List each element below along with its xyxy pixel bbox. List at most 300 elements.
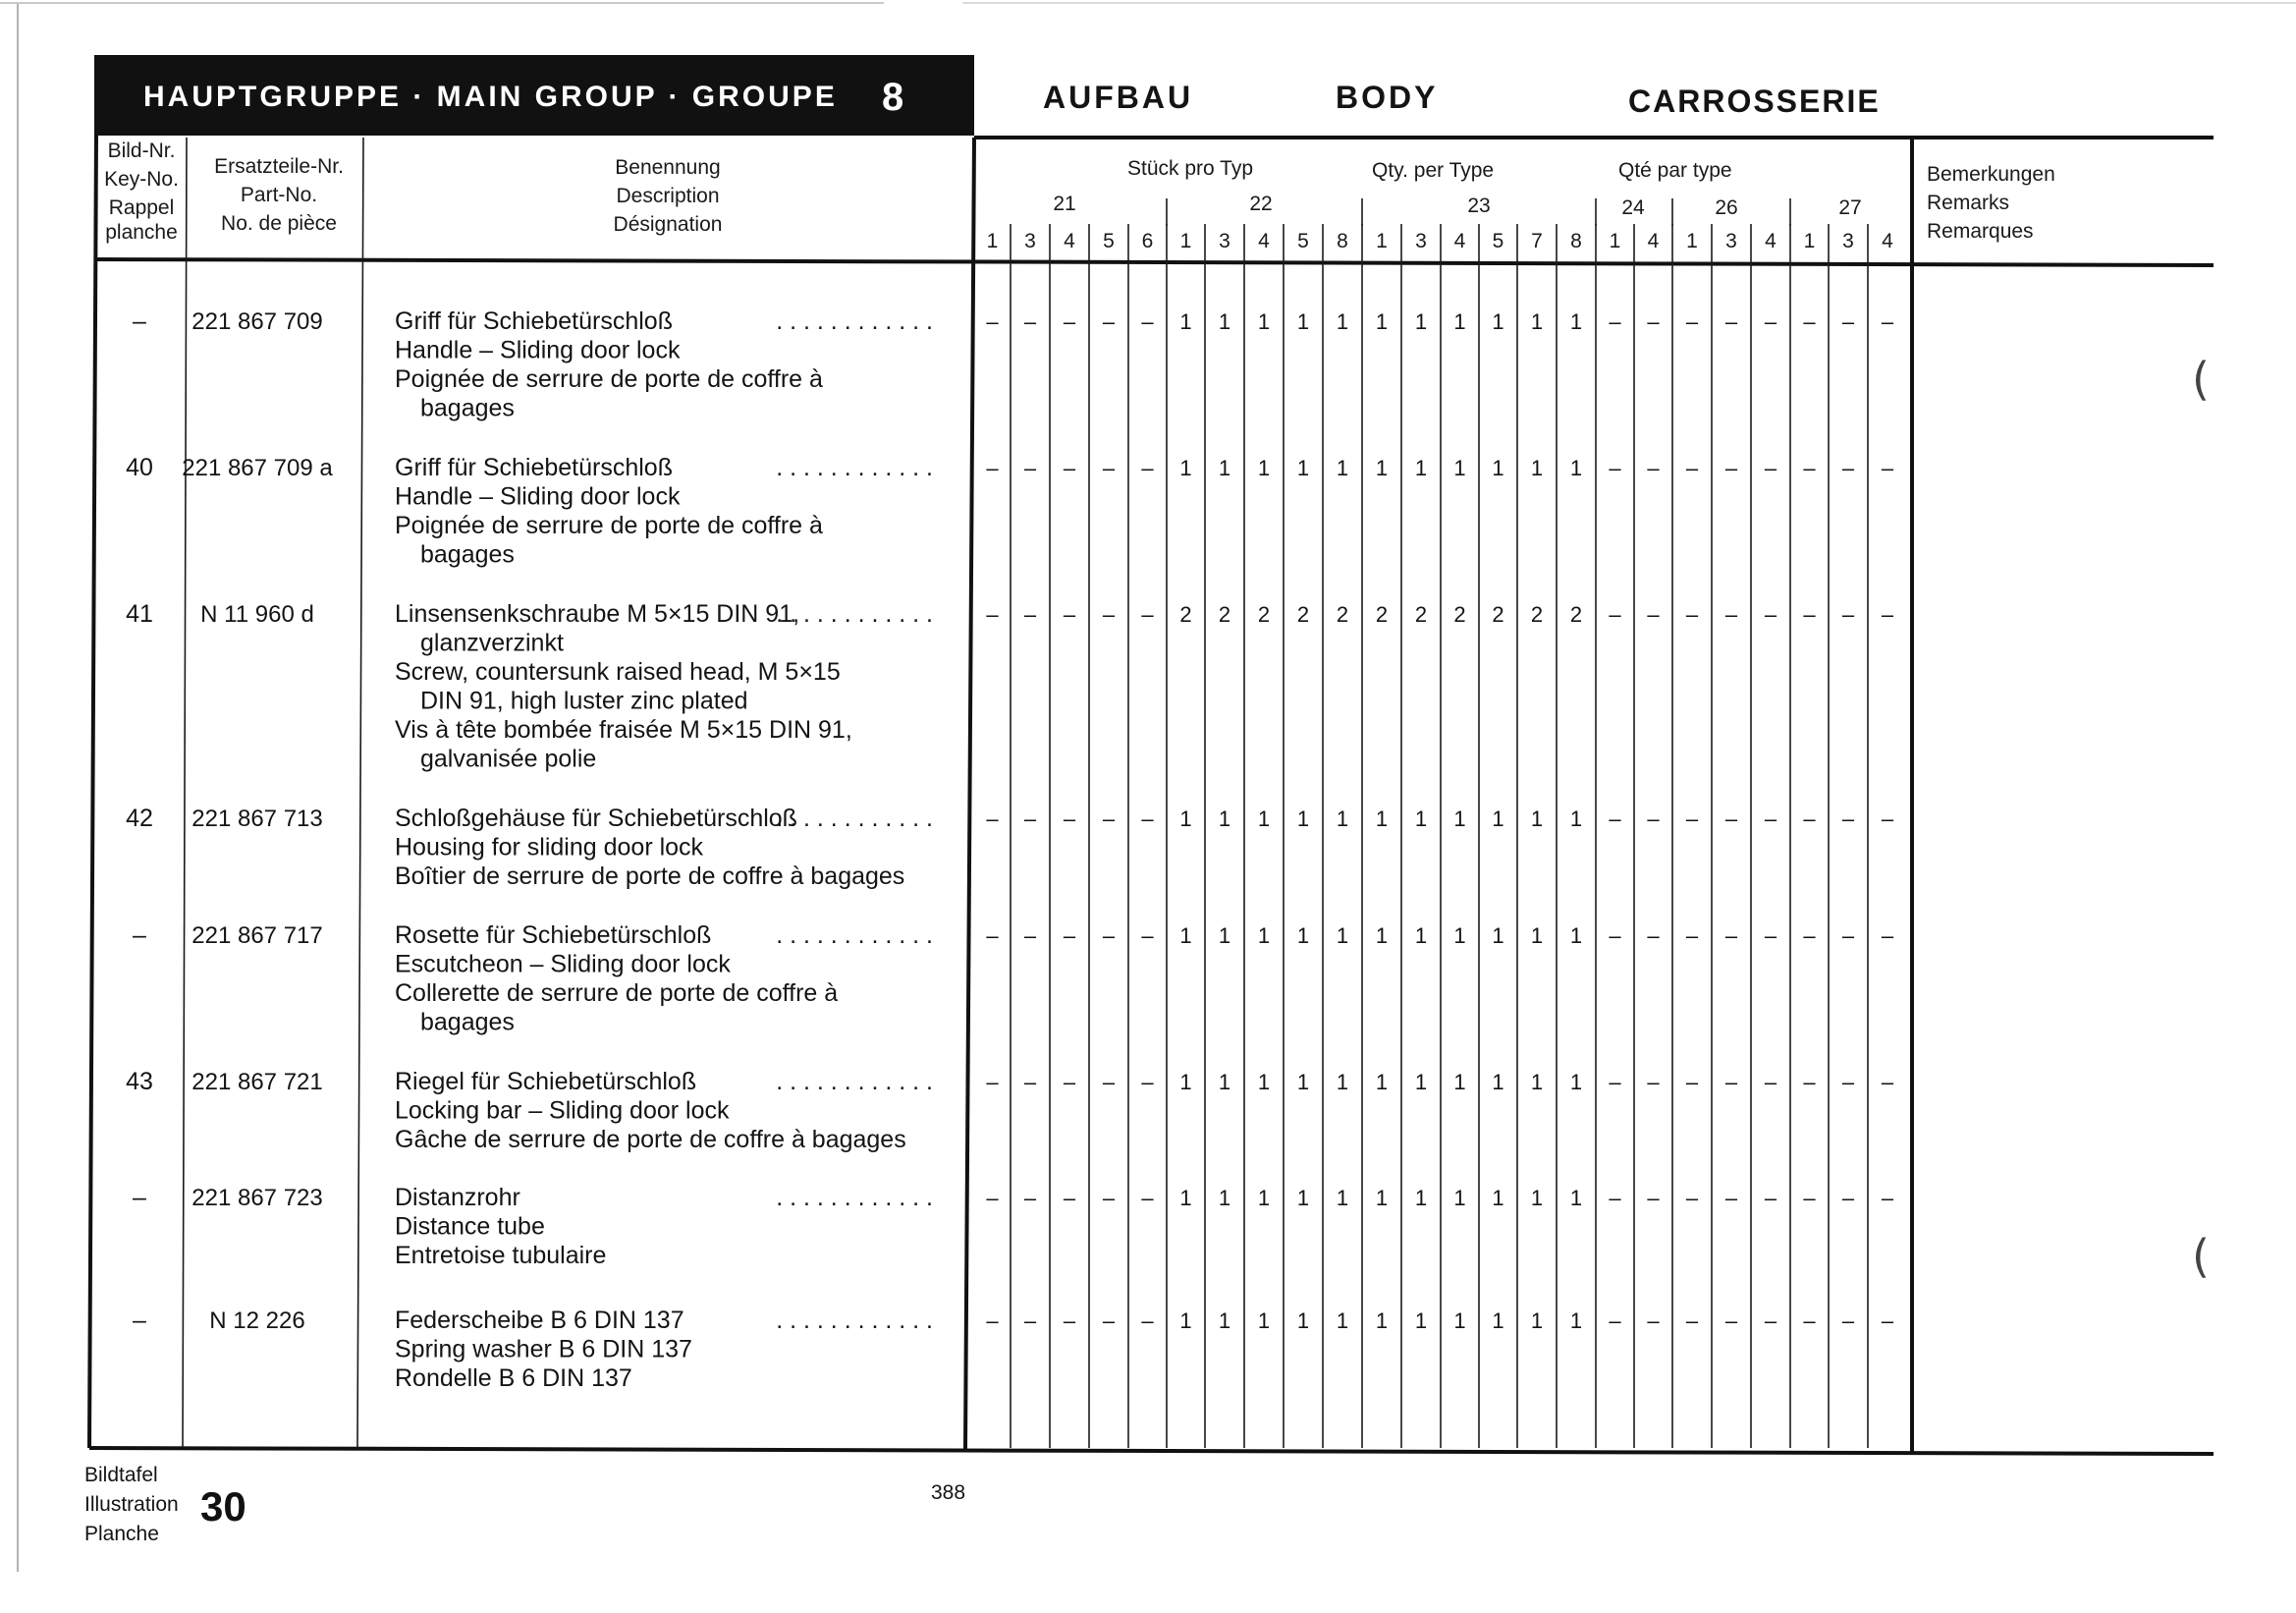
quantity-cell: – [1647,309,1660,334]
description-line: Riegel für Schiebetürschloß [395,1068,697,1095]
part-number: 221 867 717 [191,922,323,949]
quantity-cell: 1 [1296,1308,1310,1333]
quantity-cell: – [1063,309,1076,334]
quantity-cell: – [1141,602,1154,627]
leader-dots: . . . . . . . . . . . . [776,454,933,481]
quantity-cell: – [1685,1308,1699,1333]
quantity-cell: – [1803,456,1816,480]
sub-type-label: 3 [1219,230,1230,252]
quantity-cell: 1 [1375,923,1389,948]
quantity-cell: – [1724,602,1738,627]
quantity-cell: 1 [1492,309,1504,334]
quantity-cell: 1 [1530,309,1544,334]
sub-type-label: 8 [1337,230,1348,252]
quantity-cell: – [1102,1308,1116,1333]
quantity-cell: 1 [1257,1308,1271,1333]
quantity-cell: – [1685,309,1699,334]
quantity-cell: 1 [1453,1070,1466,1094]
sub-type-label: 3 [1725,230,1737,252]
header-qty-fr: Qté par type [1618,159,1732,182]
quantity-cell: – [1609,1070,1621,1094]
quantity-cell: 2 [1179,602,1192,627]
quantity-cell: 1 [1375,1186,1389,1210]
quantity-cell: – [1764,456,1777,480]
quantity-cell: – [1764,806,1777,831]
key-number: 43 [126,1068,153,1095]
quantity-cell: 1 [1179,1070,1192,1094]
type-group-22: 22 [1249,193,1273,215]
table-row [133,1184,1894,1269]
quantity-cell: 2 [1218,602,1231,627]
quantity-cell: 1 [1218,923,1231,948]
description-line: Distanzrohr [395,1184,520,1211]
quantity-cell: – [1881,602,1894,627]
quantity-cell: – [986,923,999,948]
sub-type-label: 7 [1531,230,1543,252]
quantity-cell: – [1102,1070,1116,1094]
quantity-cell: – [1881,923,1894,948]
sub-type-label: 4 [1765,230,1777,252]
quantity-cell: – [1063,456,1076,480]
quantity-cell: – [1685,456,1699,480]
quantity-cell: – [1023,1186,1037,1210]
quantity-cell: – [1841,309,1855,334]
quantity-cell: – [1647,602,1660,627]
quantity-cell: 2 [1569,602,1583,627]
quantity-cell: – [1063,1308,1076,1333]
header-description-de: Benennung [615,156,721,179]
leader-dots: . . . . . . . . . . . . [776,1184,933,1211]
quantity-cell: – [1803,309,1816,334]
sub-type-label: 4 [1064,230,1075,252]
quantity-cell: 1 [1218,1186,1231,1210]
quantity-cell: 1 [1453,456,1466,480]
part-number: 221 867 723 [191,1185,323,1211]
quantity-cell: – [1803,1186,1816,1210]
quantity-cell: – [1141,456,1154,480]
quantity-cell: – [1841,1070,1855,1094]
description-line: bagages [420,1008,515,1036]
plate-number: 30 [200,1483,246,1530]
quantity-cell: – [1023,309,1037,334]
quantity-cell: 1 [1257,1186,1271,1210]
quantity-cell: – [1764,923,1777,948]
description-line: Handle – Sliding door lock [395,336,681,364]
type-group-26: 26 [1715,196,1738,219]
quantity-cell: – [1685,602,1699,627]
quantity-cell: 1 [1492,456,1504,480]
header-remarks-fr: Remarques [1927,220,2034,243]
header-key-no-en: Key-No. [104,168,179,191]
quantity-cell: 1 [1569,456,1583,480]
quantity-cell: 1 [1218,1070,1231,1094]
quantity-cell: – [1764,309,1777,334]
quantity-cell: – [1803,602,1816,627]
quantity-cell: – [1764,1186,1777,1210]
quantity-cell: – [1803,1070,1816,1094]
quantity-cell: – [986,602,999,627]
quantity-cell: 1 [1296,1186,1310,1210]
quantity-cell: – [1647,456,1660,480]
quantity-cell: 1 [1492,806,1504,831]
quantity-cell: 2 [1336,602,1349,627]
quantity-cell: – [1685,923,1699,948]
quantity-cell: 1 [1414,1070,1428,1094]
page-number: 388 [931,1481,966,1504]
description-line: Poignée de serrure de porte de coffre à [395,365,823,393]
header-key-no-fr2: planche [105,221,178,244]
sub-type-label: 1 [1179,230,1192,252]
quantity-cell: – [1023,806,1037,831]
quantity-cell: 2 [1530,602,1544,627]
description-line: Housing for sliding door lock [395,833,704,862]
quantity-cell: – [986,806,999,831]
quantity-cell: 1 [1453,806,1466,831]
description-line: Griff für Schiebetürschloß [395,307,673,335]
plate-label-fr: Planche [84,1523,159,1545]
quantity-cell: 2 [1492,602,1504,627]
quantity-cell: 1 [1336,1186,1349,1210]
sub-type-label: 1 [1376,230,1388,252]
quantity-cell: 1 [1296,923,1310,948]
key-number: 42 [126,805,153,832]
quantity-cell: – [1803,806,1816,831]
description-line: Poignée de serrure de porte de coffre à [395,512,823,539]
quantity-cell: 1 [1492,1070,1504,1094]
quantity-cell: – [1764,602,1777,627]
leader-dots: . . . . . . . . . . . . [776,600,933,628]
header-key-no [104,139,179,244]
quantity-cell: 1 [1530,1186,1544,1210]
description-line: galvanisée polie [420,745,597,773]
footer [84,1464,965,1545]
description-line: Rondelle B 6 DIN 137 [395,1364,632,1392]
key-number: – [133,1184,146,1211]
quantity-cell: 1 [1218,806,1231,831]
quantity-cell: – [1023,923,1037,948]
sub-type-label: 4 [1647,230,1660,252]
quantity-cell: – [1803,923,1816,948]
quantity-cell: 1 [1218,309,1231,334]
sub-type-label: 6 [1141,230,1154,252]
description-line: Screw, countersunk raised head, M 5×15 [395,658,841,686]
quantity-cell: – [1881,1308,1894,1333]
sub-type-label: 4 [1453,230,1466,252]
plate-label-en: Illustration [84,1493,179,1516]
sub-type-label: 8 [1570,230,1582,252]
title-en: BODY [1336,80,1439,115]
quantity-cell: – [1609,602,1621,627]
key-number: – [133,921,146,949]
part-number: N 11 960 d [200,601,314,628]
quantity-cell: – [1764,1070,1777,1094]
header-part-no [214,155,344,235]
quantity-cell: – [1063,1186,1076,1210]
header-part-no-fr: No. de pièce [221,212,337,235]
quantity-cell: – [1609,1186,1621,1210]
main-group-number: 8 [882,76,904,119]
quantity-cell: 1 [1375,1308,1389,1333]
quantity-cell: – [1724,923,1738,948]
quantity-cell: – [1102,456,1116,480]
leader-dots: . . . . . . . . . . . . [776,307,933,335]
margin-bracket-mark: ( [2192,1230,2210,1283]
quantity-cell: 1 [1414,923,1428,948]
header-key-no-fr: Rappel [108,196,175,219]
quantity-cell: – [1063,1070,1076,1094]
header-quantity [1053,157,1861,219]
quantity-cell: – [1841,923,1855,948]
description-line: Locking bar – Sliding door lock [395,1096,730,1125]
quantity-cell: 1 [1414,1186,1428,1210]
description-line: bagages [420,540,515,569]
quantity-cell: – [1841,456,1855,480]
header-description-en: Description [616,185,720,207]
quantity-cell: – [1063,602,1076,627]
sub-type-label: 5 [1103,230,1115,252]
quantity-cell: – [1102,1186,1116,1210]
quantity-cell: – [1881,1186,1894,1210]
quantity-cell: 1 [1569,1070,1583,1094]
quantity-cell: – [1841,1308,1855,1333]
sub-type-label: 4 [1882,230,1893,252]
quantity-cell: 1 [1375,309,1389,334]
quantity-cell: 1 [1569,923,1583,948]
quantity-cell: 2 [1257,602,1271,627]
quantity-cell: 1 [1296,1070,1310,1094]
type-group-23: 23 [1467,195,1491,217]
quantity-cell: 2 [1375,602,1389,627]
header-description-fr: Désignation [613,213,723,236]
description-line: Rosette für Schiebetürschloß [395,921,712,949]
quantity-cell: – [1764,1308,1777,1333]
quantity-cell: – [1609,806,1621,831]
type-group-27: 27 [1838,196,1862,219]
header-key-no-de: Bild-Nr. [107,139,176,162]
header-part-no-de: Ersatzteile-Nr. [214,155,344,178]
quantity-cell: 1 [1257,806,1271,831]
header-qty-de: Stück pro Typ [1127,157,1254,180]
part-number: 221 867 713 [191,806,323,832]
quantity-cell: 1 [1179,923,1192,948]
quantity-cell: 1 [1179,1186,1192,1210]
quantity-cell: – [1063,923,1076,948]
quantity-cell: 1 [1569,1308,1583,1333]
sub-type-label: 4 [1258,230,1270,252]
sub-type-label: 5 [1297,230,1309,252]
title-fr: CARROSSERIE [1628,83,1881,119]
type-group-21: 21 [1053,193,1076,215]
leader-dots: . . . . . . . . . . . . [776,921,933,949]
quantity-cell: – [986,1070,999,1094]
quantity-cell: – [1023,1308,1037,1333]
key-number: 40 [126,454,153,481]
description-line: Boîtier de serrure de porte de coffre à bagages [395,862,905,890]
header-qty-en: Qty. per Type [1372,159,1495,182]
key-number: – [133,307,146,335]
table-row [133,1307,1894,1392]
quantity-cell: – [1841,1186,1855,1210]
quantity-cell: 1 [1257,456,1271,480]
quantity-cell: – [1102,806,1116,831]
quantity-cell: 1 [1569,806,1583,831]
quantity-cell: – [1647,806,1660,831]
quantity-cell: 1 [1375,806,1389,831]
quantity-cell: – [1724,456,1738,480]
header-description [614,156,723,236]
quantity-cell: – [1881,309,1894,334]
quantity-cell: 1 [1218,456,1231,480]
quantity-cell: – [1063,806,1076,831]
quantity-cell: 2 [1414,602,1428,627]
part-number: 221 867 709 a [182,455,333,481]
part-number: 221 867 721 [191,1069,323,1095]
description-line: Schloßgehäuse für Schiebetürschloß [395,805,797,832]
quantity-cell: 1 [1296,309,1310,334]
sub-type-label: 1 [1609,230,1621,252]
description-line: glanzverzinkt [420,629,564,657]
quantity-cell: – [1647,1070,1660,1094]
quantity-cell: 1 [1414,456,1428,480]
quantity-cell: 1 [1414,309,1428,334]
quantity-cell: 1 [1179,806,1192,831]
quantity-cell: 1 [1453,1308,1466,1333]
quantity-cell: 1 [1492,923,1504,948]
quantity-cell: 1 [1530,1308,1544,1333]
table-row [133,921,1894,1036]
quantity-cell: 1 [1569,1186,1583,1210]
plate-label-de: Bildtafel [84,1464,158,1486]
quantity-cell: – [1609,1308,1621,1333]
quantity-cell: – [1881,806,1894,831]
quantity-cell: – [1724,1070,1738,1094]
quantity-cell: 1 [1179,309,1192,334]
quantity-cell: 1 [1530,806,1544,831]
description-line: Spring washer B 6 DIN 137 [395,1335,692,1363]
quantity-cell: 1 [1530,456,1544,480]
quantity-cell: 1 [1257,309,1271,334]
quantity-cell: – [1647,923,1660,948]
quantity-cell: – [1724,1308,1738,1333]
sub-type-label: 3 [1024,230,1036,252]
leader-dots: . . . . . . . . . . . . [776,805,933,832]
description-line: Griff für Schiebetürschloß [395,454,673,481]
description-line: Vis à tête bombée fraisée M 5×15 DIN 91, [395,716,852,744]
sub-type-label: 3 [1415,230,1427,252]
quantity-cell: 1 [1336,923,1349,948]
quantity-cell: – [1685,1070,1699,1094]
quantity-cell: – [1141,309,1154,334]
quantity-cell: – [1102,309,1116,334]
quantity-cell: 1 [1453,923,1466,948]
quantity-cell: – [1023,456,1037,480]
quantity-cell: – [986,1186,999,1210]
quantity-cell: 1 [1179,1308,1192,1333]
description-line: Federscheibe B 6 DIN 137 [395,1307,684,1334]
description-line: Linsensenkschraube M 5×15 DIN 91, [395,600,800,628]
main-group-label: HAUPTGRUPPE · MAIN GROUP · GROUPE [143,81,838,113]
quantity-cell: 1 [1336,456,1349,480]
quantity-cell: – [1141,1186,1154,1210]
quantity-cell: – [1141,806,1154,831]
header-remarks [1927,163,2055,243]
key-number: – [133,1307,146,1334]
margin-bracket-mark: ( [2192,353,2210,406]
quantity-cell: 1 [1375,456,1389,480]
type-group-24: 24 [1621,196,1645,219]
quantity-cell: 1 [1179,456,1192,480]
header-remarks-de: Bemerkungen [1927,163,2055,186]
description-line: DIN 91, high luster zinc plated [420,687,748,715]
quantity-cell: 1 [1414,806,1428,831]
leader-dots: . . . . . . . . . . . . [776,1307,933,1334]
sub-type-label: 5 [1492,230,1504,252]
quantity-cell: – [1141,1308,1154,1333]
part-number: N 12 226 [209,1307,305,1334]
quantity-cell: 1 [1453,1186,1466,1210]
quantity-cell: – [1881,1070,1894,1094]
quantity-cell: – [1609,456,1621,480]
quantity-cell: – [1647,1186,1660,1210]
quantity-cell: 1 [1218,1308,1231,1333]
part-number: 221 867 709 [191,308,323,335]
quantity-cell: 1 [1453,309,1466,334]
quantity-cell: – [986,309,999,334]
sub-type-label: 1 [1686,230,1698,252]
description-line: Escutcheon – Sliding door lock [395,950,731,978]
description-line: Handle – Sliding door lock [395,482,681,511]
quantity-cell: 1 [1336,1308,1349,1333]
quantity-cell: – [1803,1308,1816,1333]
quantity-cell: – [1102,923,1116,948]
description-line: Distance tube [395,1212,545,1241]
header-part-no-en: Part-No. [240,184,318,206]
quantity-cell: – [1881,456,1894,480]
description-line: Entretoise tubulaire [395,1242,607,1269]
quantity-cell: – [1724,1186,1738,1210]
quantity-cell: – [1685,1186,1699,1210]
quantity-cell: 1 [1296,456,1310,480]
quantity-cell: 1 [1569,309,1583,334]
quantity-cell: – [986,456,999,480]
quantity-cell: 1 [1530,923,1544,948]
quantity-cell: – [986,1308,999,1333]
quantity-cell: 1 [1257,1070,1271,1094]
quantity-cell: 1 [1336,309,1349,334]
quantity-cell: – [1841,602,1855,627]
quantity-cell: – [1685,806,1699,831]
description-line: Collerette de serrure de porte de coffre à [395,979,839,1007]
key-number: 41 [126,600,153,628]
quantity-cell: 1 [1414,1308,1428,1333]
leader-dots: . . . . . . . . . . . . [776,1068,933,1095]
sub-type-label: 1 [1803,230,1816,252]
title-de: AUFBAU [1043,80,1194,115]
quantity-grid [1011,224,1868,1448]
quantity-cell: 1 [1336,806,1349,831]
quantity-cell: 1 [1296,806,1310,831]
quantity-cell: – [1023,1070,1037,1094]
quantity-cell: – [1023,602,1037,627]
quantity-cell: 1 [1375,1070,1389,1094]
quantity-cell: 1 [1257,923,1271,948]
quantity-cell: – [1141,1070,1154,1094]
header-remarks-en: Remarks [1927,192,2010,214]
quantity-cell: – [1724,806,1738,831]
table-row [133,307,1894,422]
quantity-cell: – [1609,309,1621,334]
quantity-cell: 2 [1296,602,1310,627]
